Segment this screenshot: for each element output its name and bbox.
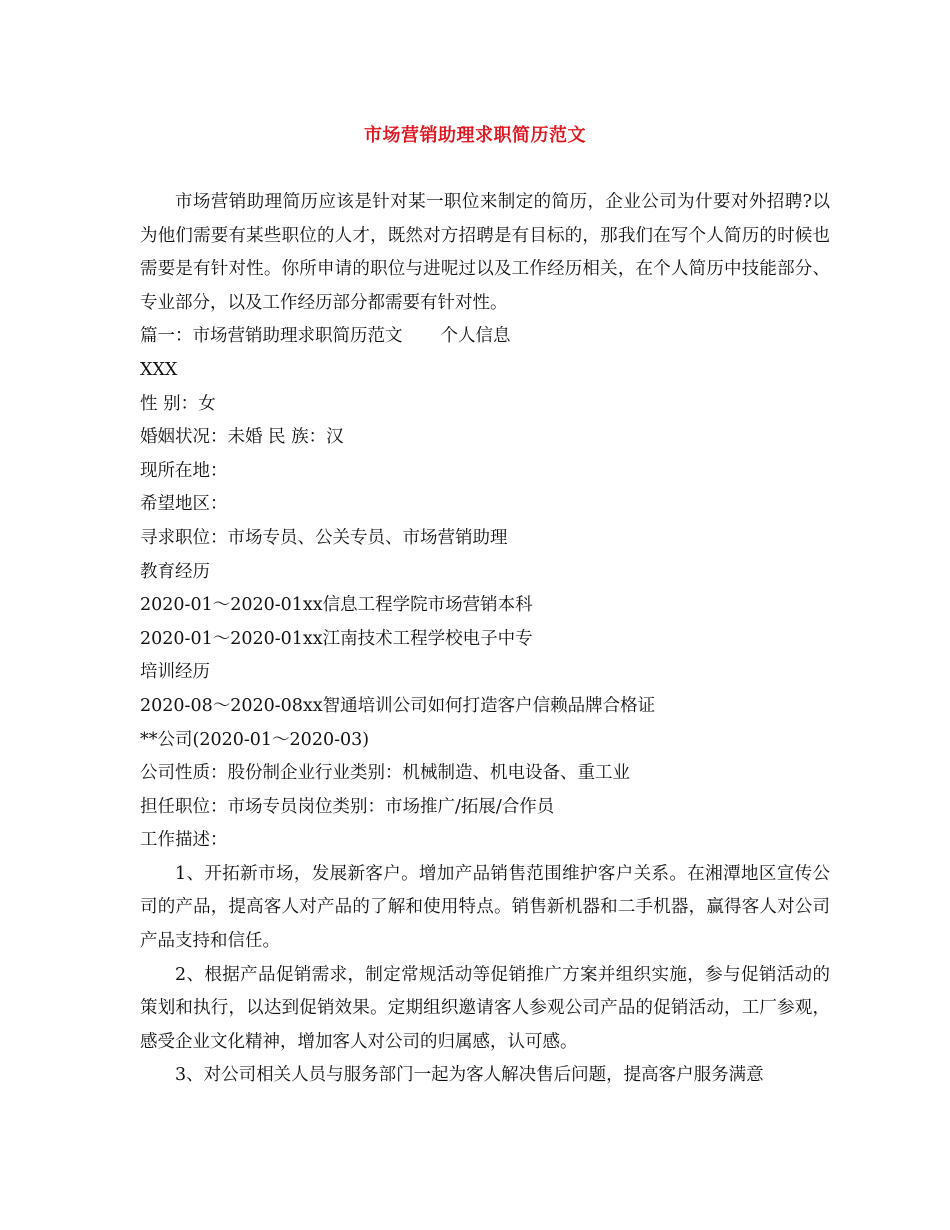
document-title: 市场营销助理求职简历范文	[364, 125, 586, 146]
part-label: 篇一：市场营销助理求职简历范文	[140, 326, 403, 347]
training-heading: 培训经历	[140, 662, 210, 683]
company-nature-line: 公司性质：股份制企业行业类别：机械制造、机电设备、重工业	[140, 763, 630, 784]
marital-ethnic-line: 婚姻状况：未婚 民 族：汉	[140, 427, 344, 448]
desired-region-line: 希望地区：	[140, 494, 228, 515]
education-item: 2020-01～2020-01xx信息工程学院市场营销本科	[140, 595, 533, 616]
duty-paragraph: 3、对公司相关人员与服务部门一起为客人解决售后问题，提高客户服务满意	[175, 1065, 764, 1086]
part-heading-line	[140, 320, 830, 354]
gender-line: 性 别：女	[140, 393, 216, 414]
name-line: XXX	[140, 359, 178, 380]
current-location-line: 现所在地：	[140, 460, 228, 481]
job-description-label: 工作描述：	[140, 830, 228, 851]
intro-paragraph: 市场营销助理简历应该是针对某一职位来制定的简历，企业公司为什要对外招聘?以为他们需要有某些职位的人才，既然对方招聘是有目标的，那我们在写个人简历的时候也需要是有针对性。你所申请的职位与进呢过以及工作经历相关，在个人简历中技能部分、专业部分，以及工作经历部分都需要有针对性。	[140, 192, 830, 313]
education-heading: 教育经历	[140, 561, 210, 582]
role-line: 担任职位：市场专员岗位类别：市场推广/拓展/合作员	[140, 796, 555, 817]
personal-info-heading: 个人信息	[440, 326, 511, 347]
education-item: 2020-01～2020-01xx江南技术工程学校电子中专	[140, 628, 533, 649]
duty-paragraph: 1、开拓新市场，发展新客户。增加产品销售范围维护客户关系。在湘潭地区宣传公司的产品，提高客人对产品的了解和使用特点。销售新机器和二手机器，赢得客人对公司产品支持和信任。	[140, 863, 830, 952]
document-body	[140, 186, 830, 1093]
duty-paragraph: 2、根据产品促销需求，制定常规活动等促销推广方案并组织实施，参与促销活动的策划和执行，以达到促销效果。定期组织邀请客人参观公司产品的促销活动，工厂参观，感受企业文化精神，增加客人对公司的归属感，认可感。	[140, 964, 830, 1052]
desired-position-line: 寻求职位：市场专员、公关专员、市场营销助理	[140, 527, 508, 548]
training-item: 2020-08～2020-08xx智通培训公司如何打造客户信赖品牌合格证	[140, 695, 656, 716]
company-line: **公司(2020-01～2020-03)	[140, 729, 370, 750]
